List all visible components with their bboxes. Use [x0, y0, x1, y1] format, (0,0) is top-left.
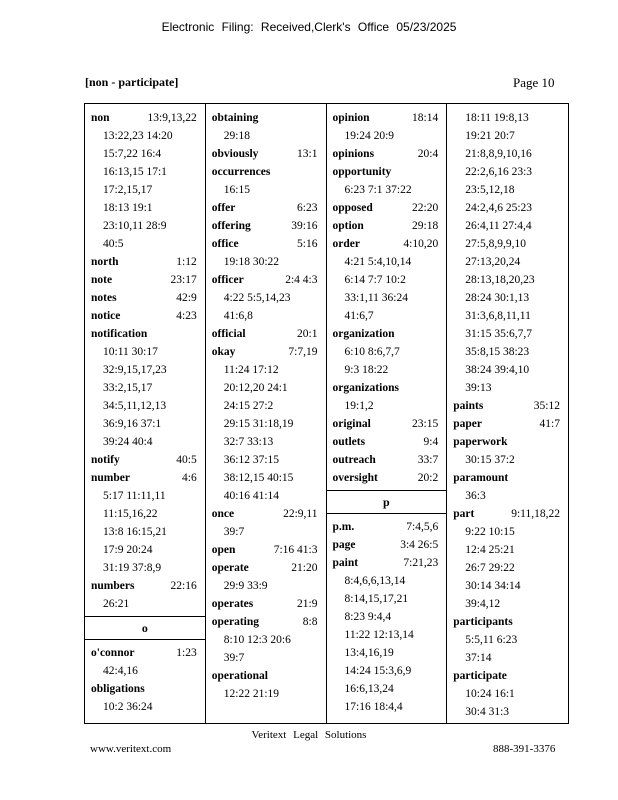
page-reference: 22:2,6,16 23:3: [465, 166, 533, 178]
index-term: obviously: [211, 148, 259, 160]
index-term: paints: [453, 400, 484, 412]
page-reference: 33:7: [417, 454, 439, 466]
page-reference: 36:12 37:15: [223, 454, 280, 466]
page-reference: 15:7,22 16:4: [103, 148, 162, 160]
page-reference: 8:23 9:4,4: [344, 611, 392, 623]
index-term: north: [91, 256, 119, 268]
index-entry: [327, 163, 447, 199]
page-reference: 5:17 11:11,11: [103, 490, 166, 502]
page-reference: 1:12: [176, 256, 197, 268]
page-reference: 17:2,15,17: [103, 184, 153, 196]
page-reference: 4:10,20: [403, 238, 439, 250]
page-reference: 13:8 16:15,21: [103, 526, 167, 538]
page-reference: 13:1: [297, 148, 318, 160]
page-reference: 18:11 19:8,13: [465, 112, 529, 124]
page-reference: 8:10 12:3 20:6: [223, 634, 291, 646]
index-term: notice: [91, 310, 121, 322]
index-entry: [327, 469, 447, 487]
index-entry: [85, 451, 205, 469]
page-reference: 29:18: [223, 130, 250, 142]
index-term: outlets: [332, 436, 366, 448]
page-reference: 19:18 30:22: [223, 256, 280, 268]
index-term: participate: [453, 670, 507, 682]
page-reference: 7:21,23: [403, 557, 439, 569]
index-term: notification: [91, 328, 148, 340]
page-reference: 27:5,8,9,9,10: [465, 238, 526, 250]
index-term: obligations: [91, 683, 145, 695]
index-term: outreach: [332, 454, 376, 466]
index-term: opportunity: [332, 166, 392, 178]
page-reference: 8:14,15,17,21: [344, 593, 409, 605]
page-reference: 16:6,13,24: [344, 683, 394, 695]
page-reference: 23:5,12,18: [465, 184, 515, 196]
index-entry: [327, 379, 447, 415]
page-reference: 22:16: [170, 580, 197, 592]
page-reference: 21:9: [297, 598, 318, 610]
page-reference: 39:7: [223, 526, 245, 538]
page-reference: 41:7: [539, 418, 560, 430]
page-reference: 4:6: [182, 472, 197, 484]
index-term: okay: [211, 346, 236, 358]
index-term: paper: [453, 418, 482, 430]
page-reference: 28:24 30:1,13: [465, 292, 530, 304]
index-entry: [206, 325, 326, 343]
index-entry: [206, 595, 326, 613]
page-reference: 9:4: [423, 436, 439, 448]
page-reference: 33:2,15,17: [103, 382, 153, 394]
index-entry: [206, 217, 326, 235]
index-term: non: [91, 112, 110, 124]
page-number: Page 10: [513, 75, 555, 90]
index-term: oversight: [332, 472, 378, 484]
section-letter: p: [327, 490, 447, 514]
page-reference: 29:9 33:9: [223, 580, 268, 592]
index-term: p.m.: [332, 521, 355, 533]
index-term: obtaining: [211, 112, 259, 124]
page-reference: 2:4 4:3: [285, 274, 318, 286]
index-entry: [206, 613, 326, 667]
page-reference: 19:24 20:9: [344, 130, 395, 142]
index-entry: [85, 577, 205, 613]
page-reference: 5:5,11 6:23: [465, 634, 518, 646]
index-entry: [447, 613, 568, 667]
index-term: opinion: [332, 112, 370, 124]
index-term: order: [332, 238, 360, 250]
index-entry: [327, 199, 447, 217]
index-term: paperwork: [453, 436, 508, 448]
index-term: organizations: [332, 382, 399, 394]
word-index-grid: [84, 103, 569, 724]
index-term: paint: [332, 557, 359, 569]
index-entry: [447, 397, 568, 415]
page-reference: 20:1: [297, 328, 318, 340]
page-reference: 9:3 18:22: [344, 364, 389, 376]
page-reference: 17:9 20:24: [103, 544, 153, 556]
page-reference: 26:21: [103, 598, 130, 610]
index-entry: [447, 109, 568, 397]
page-reference: 20:12,20 24:1: [223, 382, 288, 394]
index-entry: [206, 559, 326, 595]
page-reference: 18:14: [412, 112, 439, 124]
index-term: offer: [211, 202, 236, 214]
page-reference: 21:8,8,9,10,16: [465, 148, 532, 160]
index-entry: [85, 325, 205, 451]
page-reference: 19:21 20:7: [465, 130, 515, 142]
page-reference: 38:24 39:4,10: [465, 364, 530, 376]
page-reference: 6:23: [297, 202, 318, 214]
page-reference: 16:15: [223, 184, 250, 196]
page-reference: 10:2 36:24: [103, 701, 153, 713]
index-entry: [327, 325, 447, 379]
page-reference: 32:7 33:13: [223, 436, 274, 448]
index-entry: [206, 163, 326, 199]
page-reference: 9:11,18,22: [511, 508, 560, 520]
index-entry: [447, 505, 568, 613]
page-reference: 36:3: [465, 490, 486, 502]
index-term: operational: [211, 670, 268, 682]
index-term: note: [91, 274, 113, 286]
index-column-3: [327, 104, 448, 723]
page-reference: 35:8,15 38:23: [465, 346, 530, 358]
page-reference: 36:9,16 37:1: [103, 418, 162, 430]
page-reference: 13:4,16,19: [344, 647, 394, 659]
index-term: paramount: [453, 472, 509, 484]
page-reference: 24:2,4,6 25:23: [465, 202, 533, 214]
page-reference: 13:22,23 14:20: [103, 130, 173, 142]
index-entry: [327, 217, 447, 235]
index-entry: [447, 415, 568, 433]
index-term: participants: [453, 616, 513, 628]
index-entry: [85, 289, 205, 307]
page-reference: 31:15 35:6,7,7: [465, 328, 533, 340]
index-term: operates: [211, 598, 254, 610]
page-reference: 42:4,16: [103, 665, 138, 677]
index-entry: [327, 415, 447, 433]
filing-stamp: Electronic Filing: Received,Clerk's Office 05/23/2025: [161, 20, 457, 34]
page-reference: 7:16 41:3: [273, 544, 318, 556]
index-entry: [327, 518, 447, 536]
index-term: once: [211, 508, 235, 520]
index-term: notify: [91, 454, 120, 466]
page-reference: 1:23: [176, 647, 197, 659]
page-reference: 19:1,2: [344, 400, 374, 412]
page-reference: 4:23: [176, 310, 197, 322]
index-entry: [327, 145, 447, 163]
index-term: part: [453, 508, 475, 520]
page-reference: 8:4,6,6,13,14: [344, 575, 406, 587]
index-entry: [206, 235, 326, 271]
page-reference: 29:15 31:18,19: [223, 418, 294, 430]
page-reference: 37:14: [465, 652, 492, 664]
footer-phone: 888-391-3376: [493, 743, 556, 755]
page-reference: 33:1,11 36:24: [344, 292, 408, 304]
page-reference: 31:3,6,8,11,11: [465, 310, 531, 322]
page-reference: 39:7: [223, 652, 245, 664]
index-entry: [206, 343, 326, 505]
index-term: number: [91, 472, 130, 484]
index-term: original: [332, 418, 371, 430]
page-reference: 30:4 31:3: [465, 706, 510, 718]
index-term: o'connor: [91, 647, 135, 659]
index-entry: [85, 469, 205, 577]
page-reference: 6:10 8:6,7,7: [344, 346, 400, 358]
page-reference: 24:15 27:2: [223, 400, 274, 412]
index-term: offering: [211, 220, 251, 232]
index-term: numbers: [91, 580, 135, 592]
page-reference: 3:4 26:5: [400, 539, 439, 551]
index-entry: [85, 109, 205, 253]
index-entry: [206, 199, 326, 217]
page-reference: 31:19 37:8,9: [103, 562, 162, 574]
page-reference: 35:12: [533, 400, 560, 412]
index-entry: [327, 109, 447, 145]
page-reference: 10:24 16:1: [465, 688, 515, 700]
index-entry: [447, 667, 568, 721]
page-reference: 41:6,7: [344, 310, 374, 322]
index-entry: [85, 680, 205, 716]
page-reference: 9:22 10:15: [465, 526, 515, 538]
index-column-1: [85, 104, 206, 723]
page-reference: 23:17: [170, 274, 197, 286]
page-reference: 21:20: [291, 562, 318, 574]
page-reference: 39:16: [291, 220, 318, 232]
index-term: officer: [211, 274, 244, 286]
page-reference: 26:7 29:22: [465, 562, 515, 574]
index-entry: [206, 109, 326, 145]
page-reference: 39:13: [465, 382, 492, 394]
index-term: office: [211, 238, 239, 250]
index-entry: [327, 451, 447, 469]
footer-company: Veritext Legal Solutions: [251, 729, 367, 741]
page-reference: 6:14 7:7 10:2: [344, 274, 406, 286]
page-reference: 41:6,8: [223, 310, 253, 322]
index-entry: [206, 505, 326, 541]
page-reference: 13:9,13,22: [147, 112, 197, 124]
page-reference: 14:24 15:3,6,9: [344, 665, 412, 677]
index-term: occurrences: [211, 166, 271, 178]
page-reference: 26:4,11 27:4,4: [465, 220, 532, 232]
page-reference: 34:5,11,12,13: [103, 400, 167, 412]
index-term: page: [332, 539, 356, 551]
page-reference: 17:16 18:4,4: [344, 701, 403, 713]
index-term: organization: [332, 328, 395, 340]
page-reference: 11:22 12:13,14: [344, 629, 414, 641]
page-reference: 28:13,18,20,23: [465, 274, 535, 286]
index-entry: [206, 271, 326, 325]
page-reference: 5:16: [297, 238, 318, 250]
page-reference: 22:20: [412, 202, 439, 214]
index-term: opposed: [332, 202, 373, 214]
page-reference: 32:9,15,17,23: [103, 364, 167, 376]
index-entry: [206, 541, 326, 559]
page-reference: 20:2: [417, 472, 439, 484]
page-reference: 7:4,5,6: [406, 521, 439, 533]
page-reference: 6:23 7:1 37:22: [344, 184, 412, 196]
page-reference: 42:9: [176, 292, 197, 304]
index-entry: [85, 307, 205, 325]
index-entry: [327, 554, 447, 716]
index-entry: [206, 667, 326, 703]
page-reference: 23:10,11 28:9: [103, 220, 167, 232]
page-reference: 11:15,16,22: [103, 508, 158, 520]
page-reference: 12:22 21:19: [223, 688, 280, 700]
index-column-4: [447, 104, 568, 723]
page-reference: 38:12,15 40:15: [223, 472, 294, 484]
index-entry: [327, 235, 447, 325]
index-term: operate: [211, 562, 249, 574]
page-reference: 10:11 30:17: [103, 346, 158, 358]
page-reference: 12:4 25:21: [465, 544, 515, 556]
page-reference: 4:21 5:4,10,14: [344, 256, 412, 268]
index-entry: [206, 145, 326, 163]
index-entry: [85, 271, 205, 289]
page-reference: 22:9,11: [283, 508, 318, 520]
index-entry: [447, 433, 568, 469]
index-entry: [447, 469, 568, 505]
index-entry: [85, 253, 205, 271]
page-reference: 39:24 40:4: [103, 436, 153, 448]
index-range: [non - participate]: [85, 75, 179, 89]
index-entry: [327, 433, 447, 451]
page-reference: 23:15: [412, 418, 439, 430]
index-entry: [327, 536, 447, 554]
index-term: notes: [91, 292, 117, 304]
section-letter: o: [85, 616, 205, 640]
index-term: opinions: [332, 148, 375, 160]
page-reference: 30:14 34:14: [465, 580, 521, 592]
index-term: open: [211, 544, 236, 556]
page-reference: 16:13,15 17:1: [103, 166, 167, 178]
page-reference: 40:16 41:14: [223, 490, 280, 502]
page-reference: 40:5: [103, 238, 124, 250]
page-reference: 8:8: [302, 616, 318, 628]
page-reference: 30:15 37:2: [465, 454, 515, 466]
index-entry: [85, 644, 205, 680]
index-term: option: [332, 220, 364, 232]
page-reference: 7:7,19: [288, 346, 318, 358]
page-reference: 39:4,12: [465, 598, 501, 610]
index-term: operating: [211, 616, 260, 628]
index-term: official: [211, 328, 246, 340]
page-reference: 20:4: [417, 148, 439, 160]
page-reference: 11:24 17:12: [223, 364, 279, 376]
page-reference: 4:22 5:5,14,23: [223, 292, 291, 304]
page-reference: 29:18: [412, 220, 439, 232]
page-reference: 18:13 19:1: [103, 202, 153, 214]
page-reference: 27:13,20,24: [465, 256, 521, 268]
page-reference: 40:5: [176, 454, 197, 466]
footer-website: www.veritext.com: [90, 743, 172, 755]
index-column-2: [206, 104, 327, 723]
